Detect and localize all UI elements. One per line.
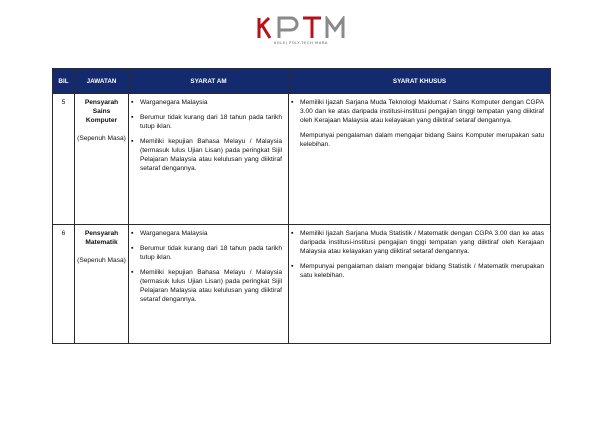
- list-item: ▪ Mempunyai pengalaman dalam mengajar bidang Statistik / Matematik merupakan satu kelebihan.: [289, 262, 544, 280]
- cell-bil: 5: [53, 94, 75, 225]
- cell-syarat-khusus: [289, 225, 551, 344]
- jawatan-mode: (Sepenuh Masa): [77, 135, 126, 142]
- cell-syarat-am: [129, 94, 289, 225]
- cell-jawatan: [75, 94, 129, 225]
- requirements-table: [52, 68, 551, 344]
- syarat-khusus-note: Mempunyai pengalaman dalam mengajar bidang Sains Komputer merupakan satu kelebihan.: [300, 132, 544, 148]
- list-item: ▪ Warganegara Malaysia: [129, 98, 282, 107]
- list-item: ▪ Memiliki Ijazah Sarjana Muda Statistik / Matematik dengan CGPA 3.00 dan ke atas daripada institusi-institusi pengajian tinggi tempatan yang diiktiraf oleh Kerajaan Malaysia atau kelayakan yang diiktiraf setaraf dengannya.: [289, 229, 544, 256]
- jawatan-mode: (Sepenuh Masa): [77, 257, 126, 264]
- table-row: [53, 225, 551, 344]
- column-header-syarat-am: SYARAT AM: [129, 69, 289, 94]
- list-item: ▪ Berumur tidak kurang dari 18 tahun pada tarikh tutup iklan.: [129, 244, 282, 262]
- cell-syarat-khusus: [289, 94, 551, 225]
- table-row: [53, 94, 551, 225]
- jawatan-title: Pensyarah Sains Komputer: [84, 99, 119, 124]
- cell-jawatan: [75, 225, 129, 344]
- list-item: ▪ Memiliki kepujian Bahasa Melayu / Malaysia (termasuk lulus Ujian Lisan) pada peringkat Sijil Pelajaran Malaysia atau kelulusan yang diiktiraf setaraf dengannya.: [129, 268, 282, 304]
- cell-syarat-am: [129, 225, 289, 344]
- list-item: ▪ Warganegara Malaysia: [129, 229, 282, 238]
- column-header-jawatan: JAWATAN: [75, 69, 129, 94]
- kptm-logo-mark: [251, 16, 351, 42]
- kptm-logo: [251, 16, 351, 48]
- logo-subtitle: KOLEJ POLY-TECH MARA: [274, 41, 328, 45]
- cell-bil: 6: [53, 225, 75, 344]
- column-header-bil: BIL: [53, 69, 75, 94]
- table-header-row: [53, 69, 551, 94]
- column-header-syarat-khusus: SYARAT KHUSUS: [289, 69, 551, 94]
- list-item: ▪ Memiliki kepujian Bahasa Melayu / Malaysia (termasuk lulus Ujian Lisan) pada peringkat Sijil Pelajaran Malaysia atau kelulusan yang diiktiraf setaraf dengannya.: [129, 137, 282, 173]
- list-item: ▪ Berumur tidak kurang dari 18 tahun pada tarikh tutup iklan.: [129, 113, 282, 131]
- jawatan-title: Pensyarah Matematik: [84, 230, 119, 246]
- list-item: ▪ Memiliki Ijazah Sarjana Muda Teknologi Maklumat / Sains Komputer dengan CGPA 3.00 dan ke atas daripada institusi-institusi pengajian tinggi tempatan yang diiktiraf oleh Kerajaan Malaysia atau kelayakan yang diiktiraf setaraf dengannya.: [289, 98, 544, 125]
